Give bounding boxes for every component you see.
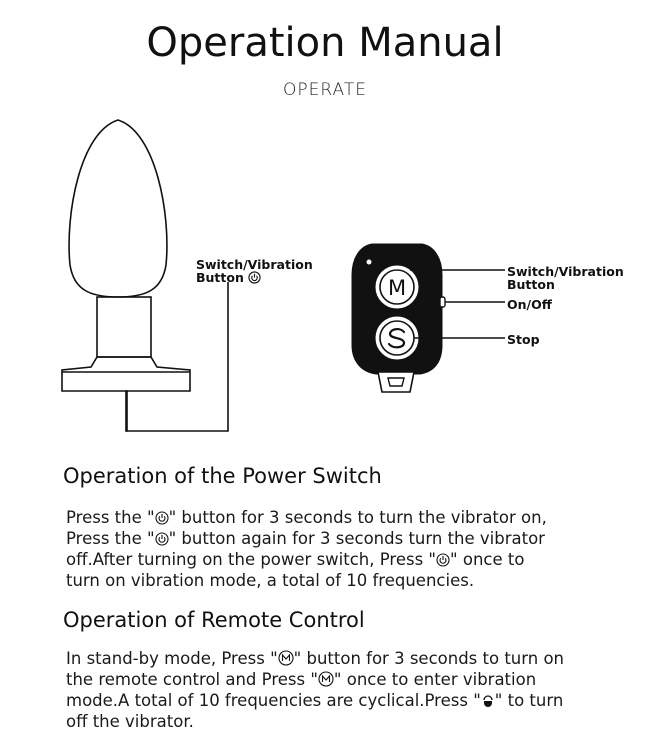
remote-control — [352, 244, 445, 392]
power-line-2: Press the " " button again for 3 seconds turn the vibrator — [66, 529, 545, 548]
power-line-3: off.After turning on the power switch, Press " " once to — [66, 550, 525, 569]
page-title: Operation Manual — [146, 20, 504, 66]
power-icon — [436, 553, 450, 567]
plug-stem-outline — [126, 391, 127, 431]
plug-neck-outline — [97, 297, 151, 357]
remote-line-1: In stand-by mode, Press " " button for 3 seconds to turn on — [66, 649, 565, 668]
page-subtitle: OPERATE — [283, 80, 367, 100]
remote-line-3: mode.A total of 10 frequencies are cyclical.Press " " to turn — [66, 691, 564, 710]
plug-base-outline — [62, 357, 190, 391]
remote-control-heading: Operation of Remote Control — [63, 608, 365, 632]
power-icon — [155, 532, 169, 546]
power-switch-heading: Operation of the Power Switch — [63, 464, 382, 488]
m-button-icon — [318, 671, 334, 687]
plug-label-word: Button — [196, 270, 244, 285]
remote-mode-label — [507, 265, 624, 291]
remote-control-paragraph — [66, 648, 626, 732]
remote-line-4: off the vibrator. — [66, 712, 194, 731]
plug-button-label — [196, 258, 313, 284]
plug-label-line2 — [196, 271, 313, 284]
plug-label-line1: Switch/Vibration — [196, 257, 313, 272]
power-icon — [248, 271, 261, 284]
plug-head-outline — [69, 120, 167, 297]
m-button-icon — [278, 650, 294, 666]
remote-onoff-label: On/Off — [507, 297, 552, 312]
power-switch-paragraph — [66, 507, 626, 591]
power-icon — [155, 511, 169, 525]
remote-m-glyph: M — [387, 276, 407, 300]
stop-button-icon — [481, 692, 495, 708]
remote-stop-label: Stop — [507, 332, 540, 347]
power-line-4: turn on vibration mode, a total of 10 frequencies. — [66, 571, 475, 590]
remote-mode-label-line1: Switch/Vibration — [507, 264, 624, 279]
remote-line-2: the remote control and Press " " once to enter vibration — [66, 670, 537, 689]
remote-mode-label-line2: Button — [507, 277, 555, 292]
power-line-1: Press the " " button for 3 seconds to turn the vibrator on, — [66, 508, 547, 527]
